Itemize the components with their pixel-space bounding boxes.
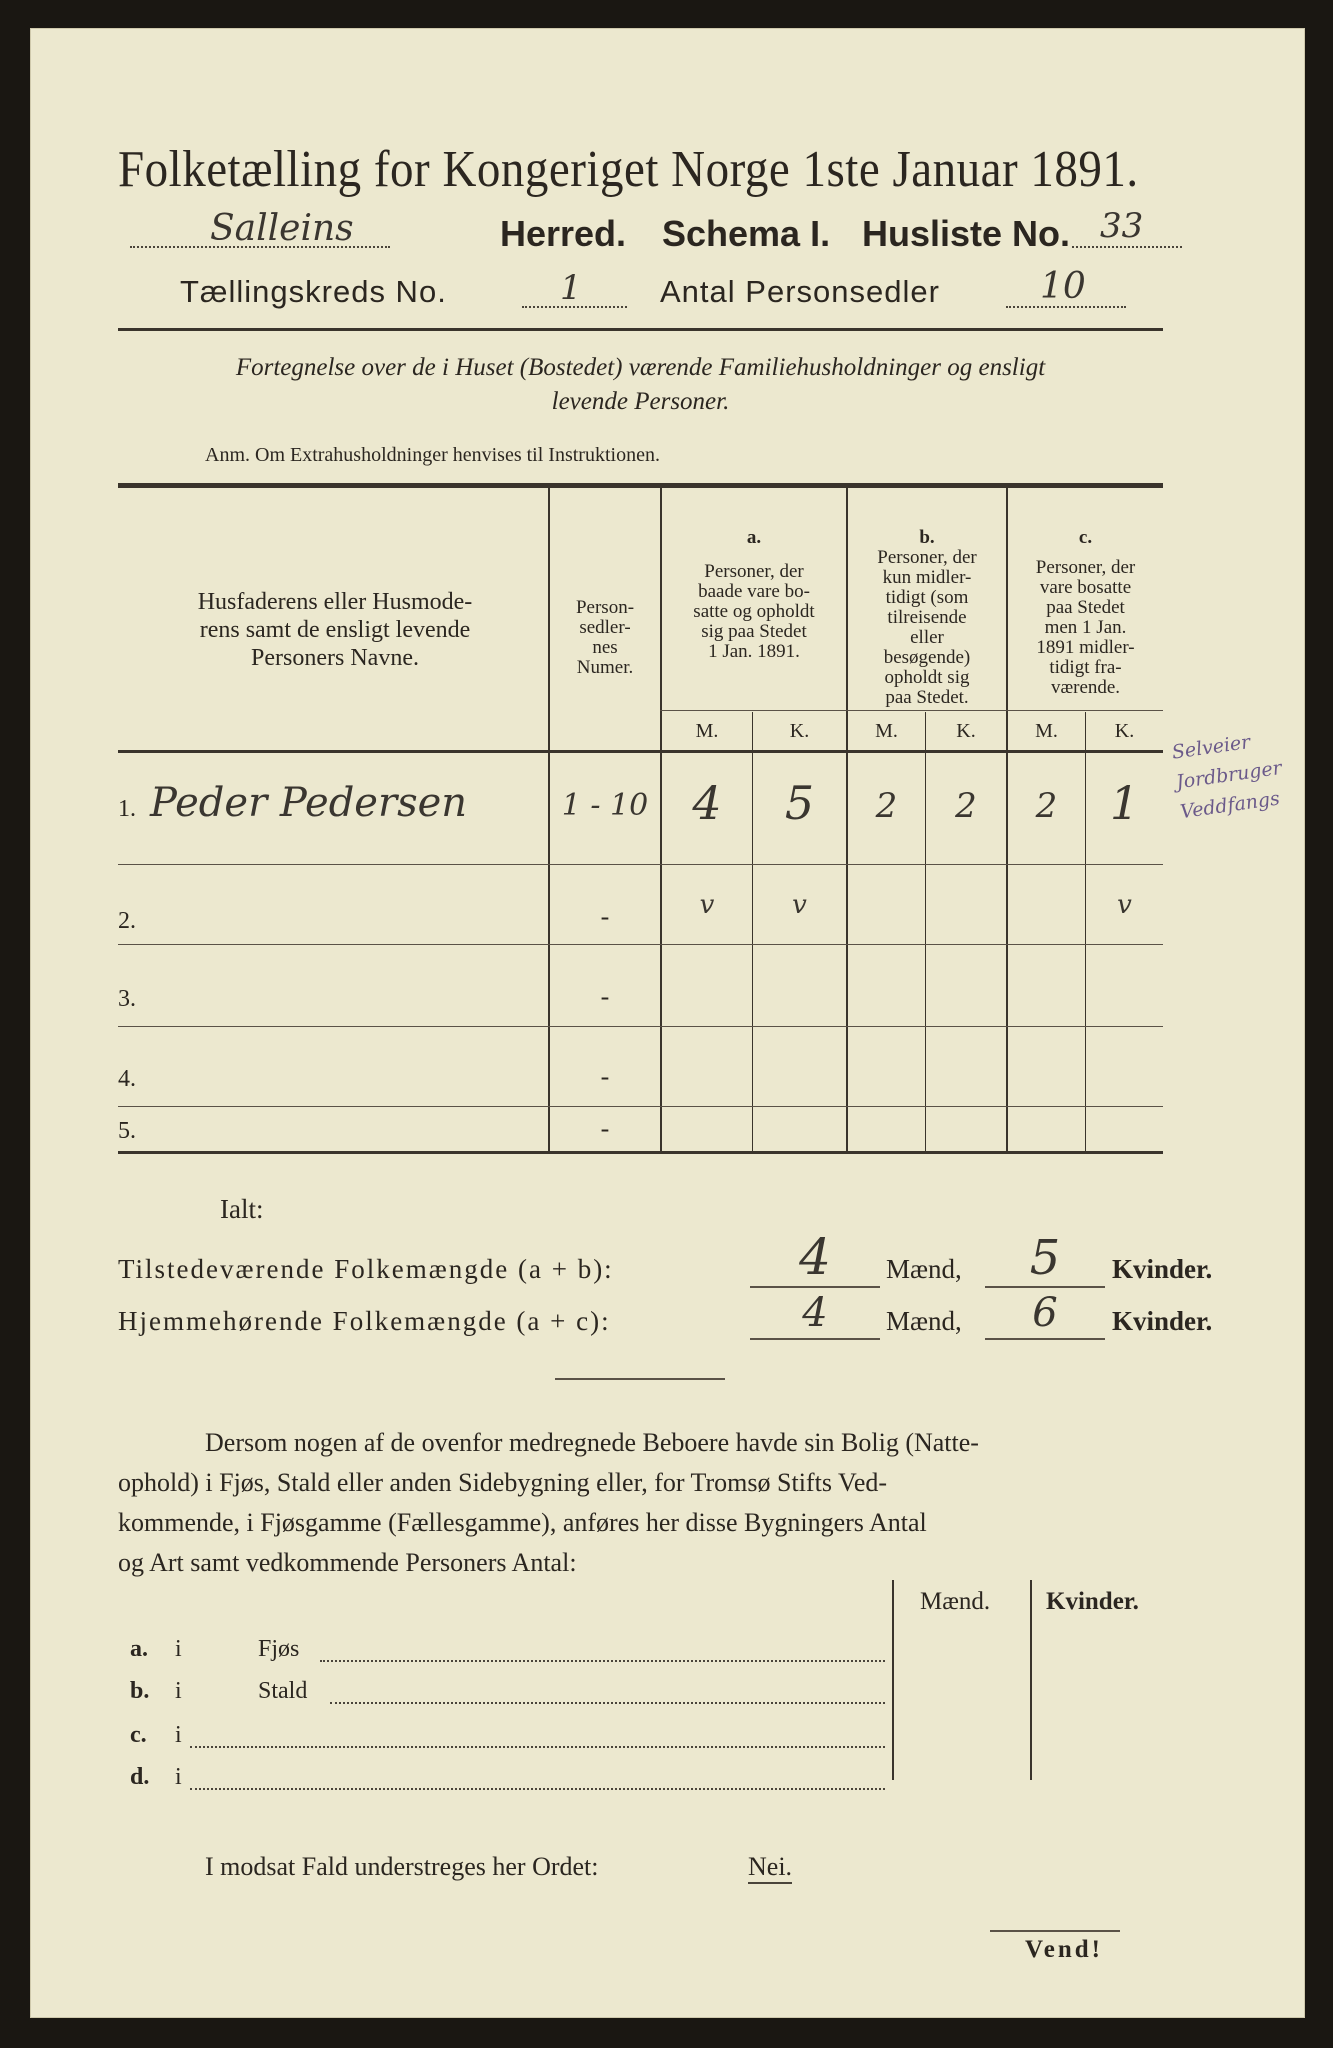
totals-line-2-k: 6 [1032,1290,1058,1336]
mk-divider-b [925,712,926,1152]
building-dots [320,1660,885,1662]
buildings-text-3: kommende, i Fjøsgamme (Fællesgamme), anføres her disse Bygningers Antal [118,1508,927,1537]
buildings-maend-header: Mænd. [920,1588,991,1615]
mk-header-rule [660,710,1163,711]
row-c-m: 2 [1035,786,1058,826]
building-i: i [175,1636,182,1662]
row-a-m: v [699,890,715,920]
header-c: c. Personer, der vare bosatte paa Stedet men 1 Jan. 1891 midler- tidigt fra- værende. [1035,527,1136,698]
row-b-k: 2 [955,786,977,826]
form-title: Folketælling for Kongeriget Norge 1ste Januar 1891. [118,141,1139,199]
buildings-kvinder-header: Kvinder. [1046,1588,1139,1615]
label-a-m: M. [695,720,719,742]
anm-note: Anm. Om Extrahusholdninger henvises til Instruktionen. [205,444,660,466]
row-person-number: - [600,902,610,931]
building-dots [190,1746,885,1748]
totals-heading: Ialt: [220,1194,264,1224]
row-rule [118,1026,1163,1027]
label-a-k: K. [789,720,810,742]
building-label: Fjøs [258,1636,300,1662]
totals-line-1-m-rule [750,1286,880,1288]
building-letter: b. [130,1678,150,1704]
building-i: i [175,1678,182,1704]
label-b-k: K. [956,720,976,742]
header-rule [118,328,1163,331]
building-i: i [175,1764,182,1790]
personsedler-value: 10 [1040,266,1086,307]
intro-line-1: Fortegnelse over de i Huset (Bostedet) værende Familiehusholdninger og ensligt [235,354,1046,381]
row-person-number: - [600,1062,610,1091]
header-a: a. Personer, der baade vare bo- satte og opholdt sig paa Stedet 1 Jan. 1891. [693,527,815,662]
vend-label: Vend! [1025,1936,1103,1963]
husliste-label: Husliste No. [862,213,1071,254]
row-rule [118,1106,1163,1107]
row-c-k: 1 [1109,776,1140,830]
row-a-k: 5 [784,776,815,830]
margin-note: Selveier Jordbruger Veddfangs [1170,731,1284,824]
building-dots [190,1788,885,1790]
section-divider [555,1378,725,1380]
totals-line-2-m-rule [750,1338,880,1340]
row-person-number: - [600,1114,610,1143]
totals-line-2-maend: Mænd, [886,1306,962,1336]
header-b: b. Personer, der kun midler- tidigt (som tilreisende eller besøgende) opholdt sig paa Stedet. [877,527,977,708]
intro-line-2: levende Personer. [551,388,730,415]
herred-label: Herred. [500,213,627,254]
row-number: 4. [118,1066,136,1092]
row-c-k: v [1117,890,1132,920]
label-b-m: M. [875,720,898,742]
row-name: Peder Pedersen [150,780,468,826]
row-person-number: 1 - 10 [561,788,649,823]
row-a-k: v [792,890,807,920]
husliste-line [1072,246,1182,248]
totals-line-1-maend: Mænd, [886,1254,962,1284]
row-rule [118,944,1163,945]
vend-rule [990,1930,1120,1932]
personsedler-label: Antal Personsedler [660,274,940,309]
row-a-m: 4 [692,776,722,830]
header-number: Person- sedler- nes Numer. [575,597,635,678]
totals-line-1-kvinder: Kvinder. [1112,1254,1213,1284]
row-number: 2. [118,908,136,934]
label-c-k: K. [1114,720,1135,742]
building-dots [330,1702,885,1704]
building-letter: d. [130,1764,150,1790]
totals-line-2-m: 4 [802,1290,828,1336]
schema-label: Schema I. [662,213,831,254]
buildings-text-2: ophold) i Fjøs, Stald eller anden Sidebygning eller, for Tromsø Stifts Ved- [118,1468,888,1497]
footer-nei: Nei. [748,1852,792,1884]
buildings-divider-2 [1030,1580,1032,1780]
row-number: 3. [118,986,136,1012]
row-number-5: 5. [118,1118,136,1144]
totals-line-1-k-rule [985,1286,1105,1288]
row-rule [118,864,1163,865]
totals-line-1-label: Tilstedeværende Folkemængde (a + b): [118,1254,614,1284]
building-label: Stald [258,1678,308,1704]
buildings-text-4: og Art samt vedkommende Personers Antal: [118,1548,577,1577]
footer-text: I modsat Fald understreges her Ordet: [205,1852,599,1881]
header-names: Husfaderens eller Husmode- rens samt de ensligt levende Personers Navne. [197,589,473,671]
buildings-text-1: Dersom nogen af de ovenfor medregnede Beboere havde sin Bolig (Natte- [205,1428,979,1457]
totals-line-2-k-rule [985,1338,1105,1340]
kreds-label: Tællingskreds No. [180,274,447,309]
row-number: 1. [118,796,136,822]
kreds-value: 1 [560,268,582,308]
row-person-number: - [600,982,610,1011]
building-letter: a. [130,1636,148,1662]
totals-line-1-m: 4 [799,1228,831,1286]
totals-line-2-label: Hjemmehørende Folkemængde (a + c): [118,1306,611,1336]
building-letter: c. [130,1722,147,1748]
label-c-m: M. [1035,720,1058,742]
building-i: i [175,1722,182,1748]
census-form [30,28,1305,2018]
totals-line-1-k: 5 [1029,1230,1061,1286]
buildings-divider-1 [892,1580,894,1780]
totals-line-2-kvinder: Kvinder. [1112,1306,1213,1336]
herred-value: Salleins [210,208,354,249]
husliste-value: 33 [1100,206,1144,246]
row-b-m: 2 [875,786,898,826]
